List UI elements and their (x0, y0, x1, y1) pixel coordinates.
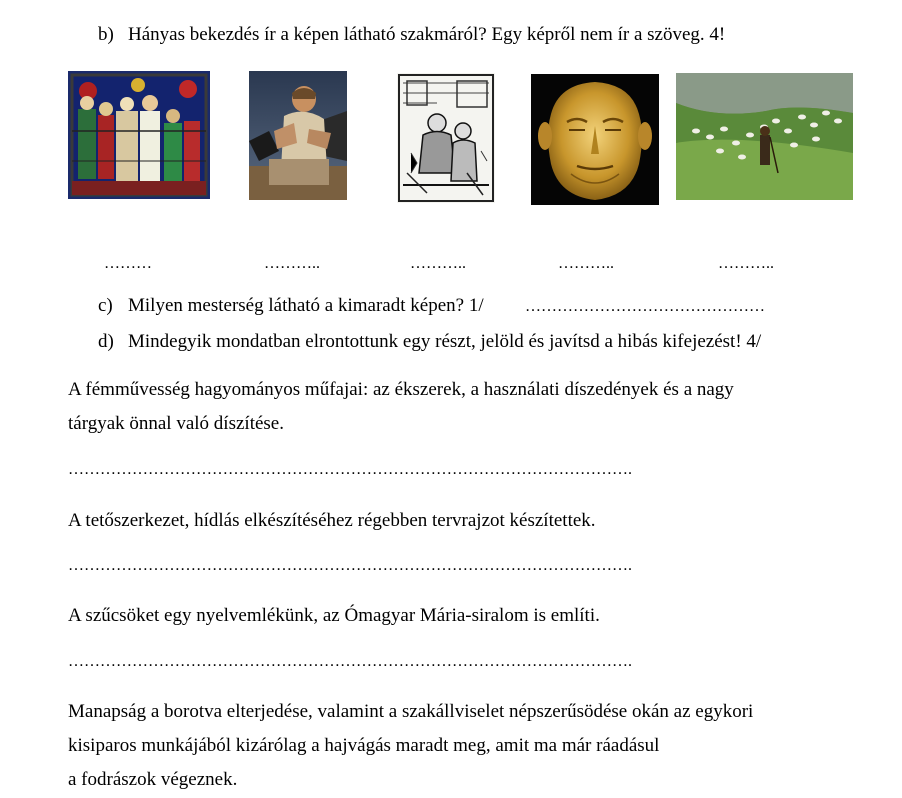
sentence-4-line-3: a fodrászok végeznek. (68, 769, 238, 790)
shepherd-with-sheep-image (676, 73, 853, 200)
image-answer-blank-3[interactable]: ……….. (410, 255, 466, 272)
sentence-1-line-2: tárgyak önnal való díszítése. (68, 413, 284, 434)
image-answer-blank-1[interactable]: ……… (104, 255, 152, 272)
question-d (98, 332, 761, 351)
question-b-label: b) (98, 24, 114, 45)
image-answer-blank-4[interactable]: ……….. (558, 255, 614, 272)
question-d-text: Mindegyik mondatban elrontottunk egy részt, jelöld és javítsd a hibás kifejezést! 4/ (128, 331, 762, 352)
golden-mask-image (531, 74, 659, 205)
woodcut-craftsman-image (397, 73, 495, 203)
image-answer-blank-5[interactable]: ……….. (718, 255, 774, 272)
question-c-label: c) (98, 295, 113, 316)
sentence-4-line-1: Manapság a borotva elterjedése, valamint a szakállviselet népszerűsödése okán az egykori (68, 701, 754, 722)
question-c-text: Milyen mesterség látható a kimaradt képen? 1/ (128, 295, 484, 316)
sentence-1-answer-blank[interactable]: ……………………………………………………………………………………………. (68, 461, 632, 478)
question-d-label: d) (98, 331, 114, 352)
question-b-text: Hányas bekezdés ír a képen látható szakmáról? Egy képről nem ír a szöveg. 4! (128, 24, 726, 45)
sentence-3-answer-blank[interactable]: ……………………………………………………………………………………………. (68, 653, 632, 670)
stained-glass-window-image (68, 71, 210, 199)
sentence-3-line-1: A szűcsöket egy nyelvemlékünk, az Ómagyar Mária-siralom is említi. (68, 605, 600, 626)
sentence-1-line-1: A fémművesség hagyományos műfajai: az ékszerek, a használati díszedények és a nagy (68, 379, 734, 400)
sentence-4-line-2: kisiparos munkájából kizárólag a hajvágás maradt meg, amit ma már ráadásul (68, 735, 660, 756)
stone-carver-image (249, 71, 347, 200)
sentence-2-answer-blank[interactable]: ……………………………………………………………………………………………. (68, 557, 632, 574)
sentence-2-line-1: A tetőszerkezet, hídlás elkészítéséhez régebben tervrajzot készítettek. (68, 510, 596, 531)
question-b (98, 25, 725, 44)
question-c (98, 296, 484, 315)
image-answer-blank-2[interactable]: ……….. (264, 255, 320, 272)
question-c-answer-blank[interactable]: ……………………………………… (525, 298, 765, 315)
